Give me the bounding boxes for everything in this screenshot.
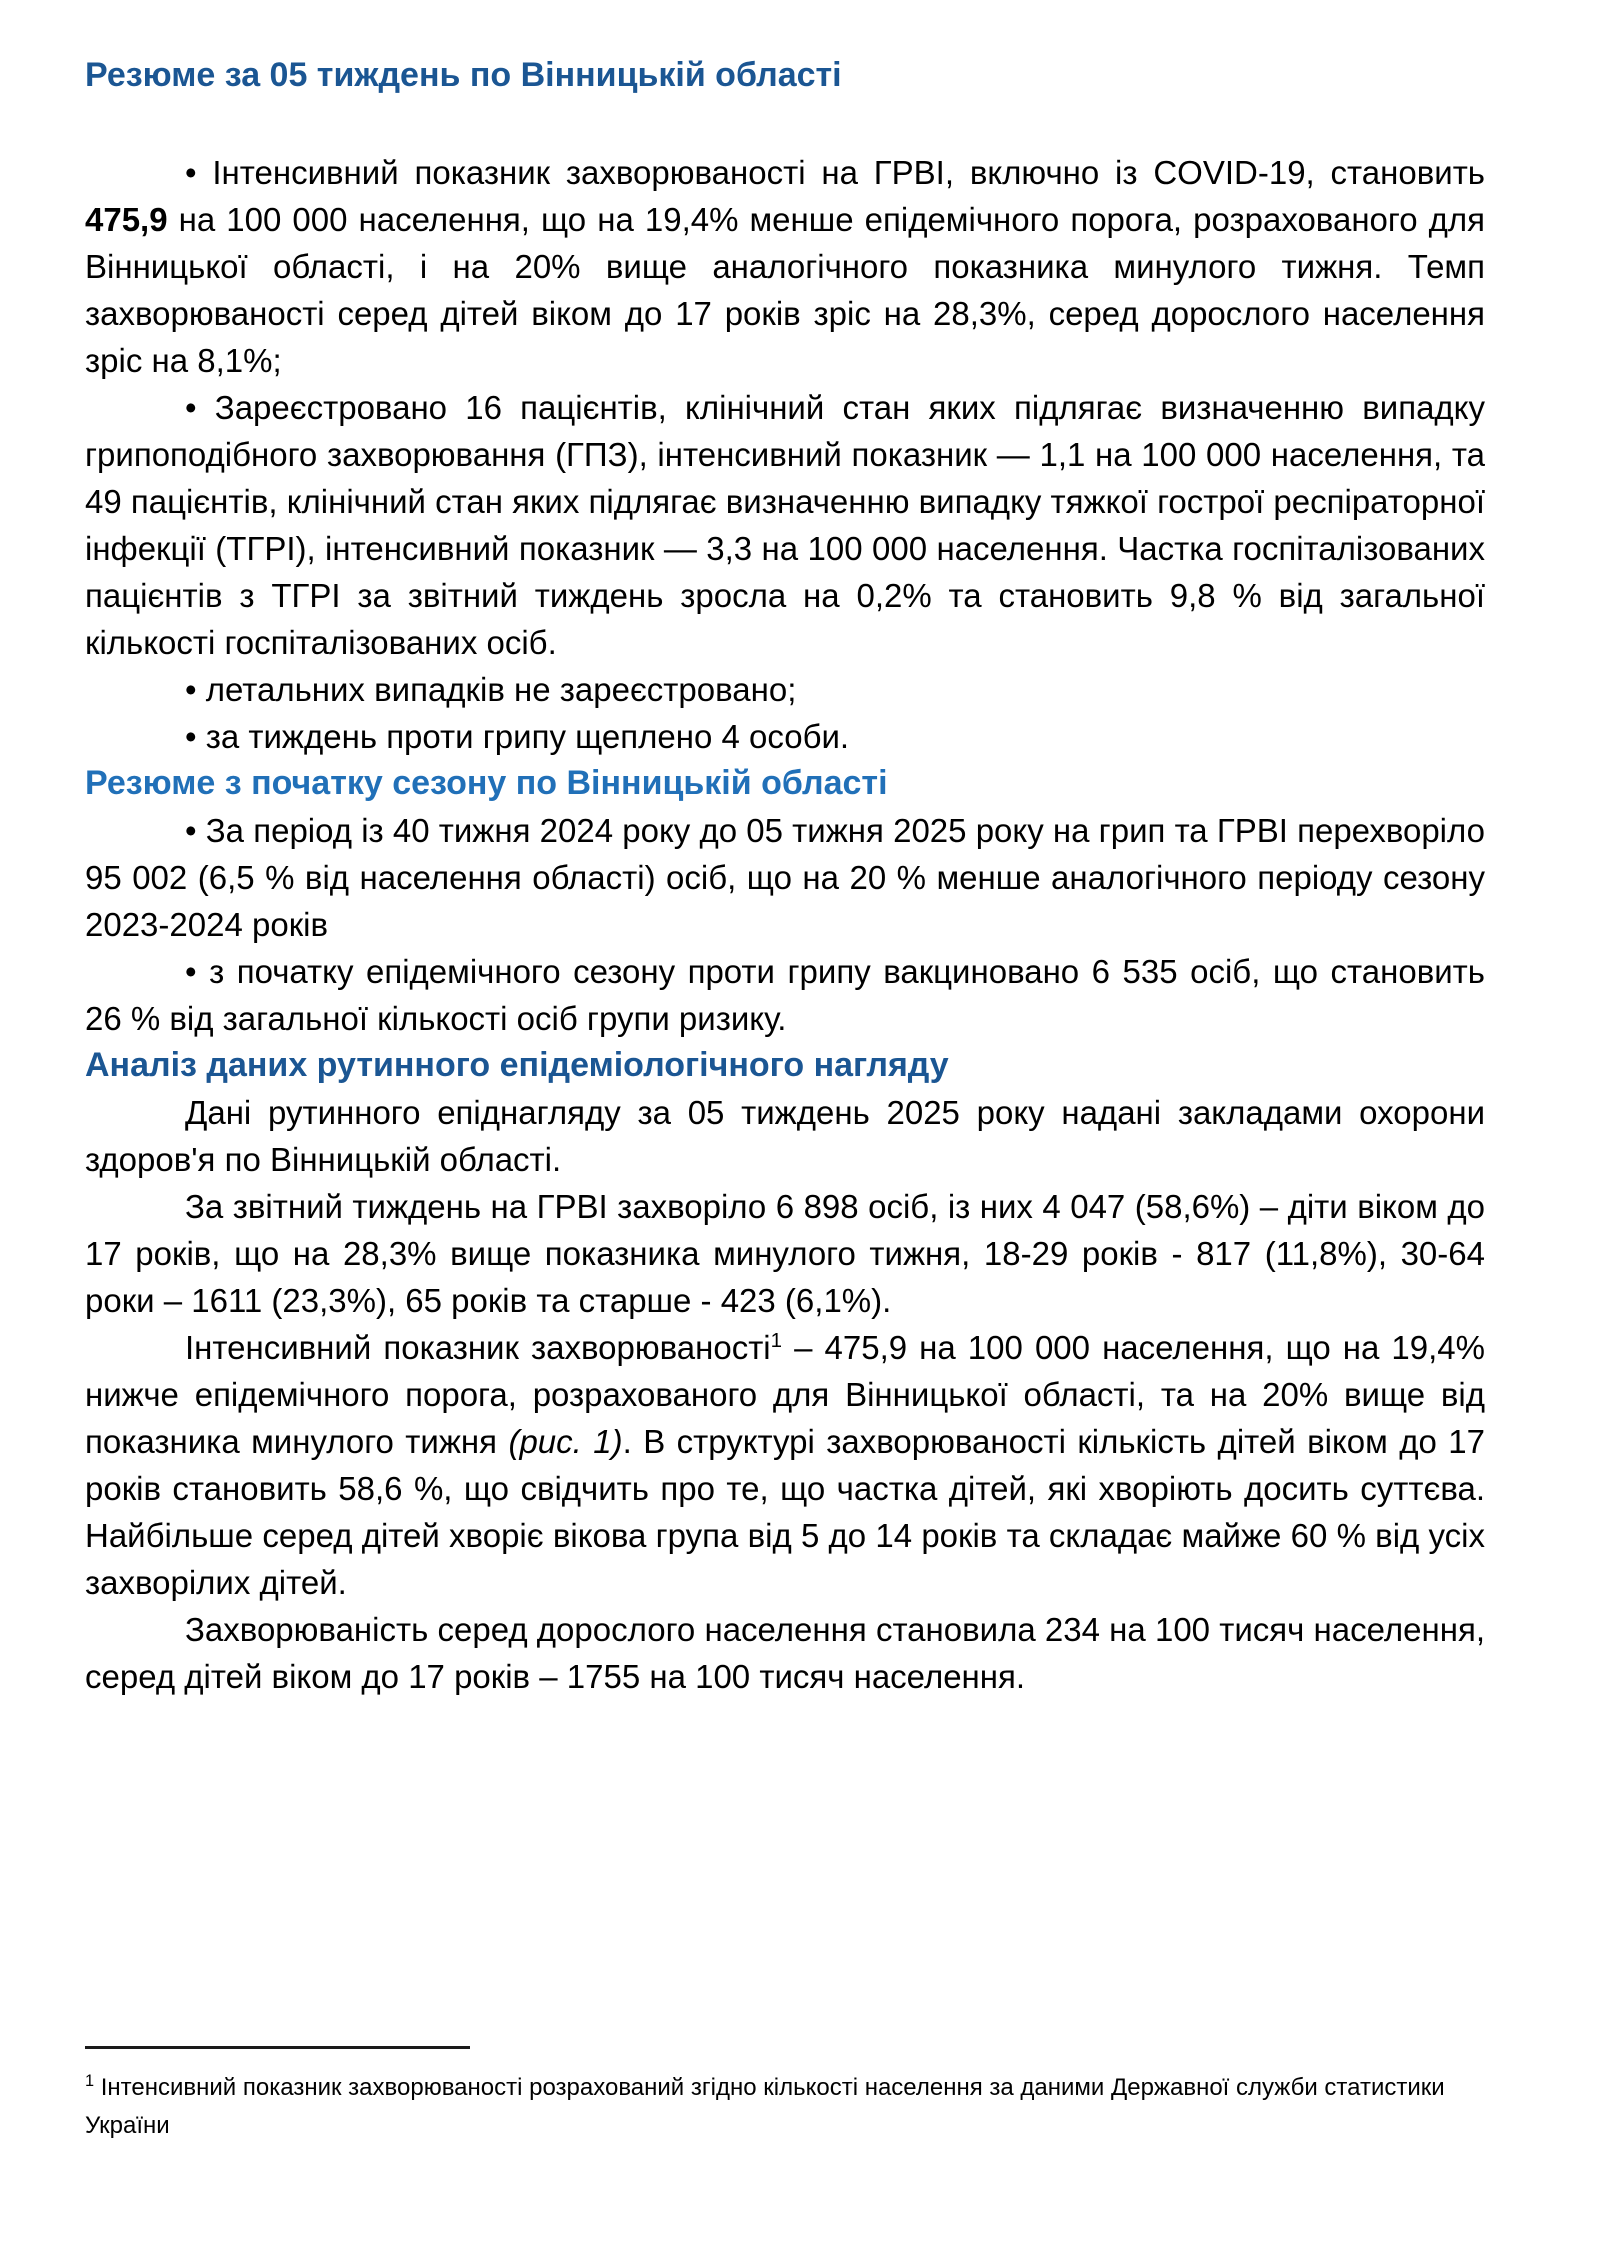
paragraph-adult-incidence: Захворюваність серед дорослого населення становила 234 на 100 тисяч населення, серед дітей віком до 17 років – 1755 на 100 тисяч населення.: [85, 1611, 1485, 1695]
paragraph-intensive-indicator: [85, 1324, 1485, 1606]
heading-season-summary: Резюме з початку сезону по Вінницькій області: [85, 764, 888, 802]
heading-week-summary: Резюме за 05 тиждень по Вінницькій області: [85, 56, 842, 94]
heading-routine-analysis: Аналіз даних рутинного епідеміологічного нагляду: [85, 1046, 949, 1084]
run-text: . В структурі захворюваності кількість дітей віком до 17 років становить 58,6 %, що свідчить про те, що частка дітей, які хворіють досить суттєва. Найбільше серед дітей хворіє вікова група від 5 до 14 років та складає майже 60 % від усіх захворілих дітей.: [85, 1423, 1485, 1601]
paragraph-incidence: [85, 149, 1485, 384]
footnote-reference-marker: 1: [770, 1329, 783, 1352]
run-text: на 100 000 населення, що на 19,4% менше епідемічного порога, розрахованого для Вінницької області, і на 20% вище аналогічного показника минулого тижня. Темп захворюваності серед дітей віком до 17 років зріс на 28,3%, серед дорослого населення зріс на 8,1%;: [85, 201, 1485, 379]
run-italic-figure-ref: (рис. 1): [508, 1423, 623, 1460]
paragraph-week-cases: За звітний тиждень на ГРВІ захворіло 6 898 осіб, із них 4 047 (58,6%) – діти віком до 17 років, що на 28,3% вище показника минулого тижня, 18-29 років - 817 (11,8%), 30-64 роки – 1611 (23,3%), 65 років та старше - 423 (6,1%).: [85, 1188, 1485, 1319]
paragraph-registered-cases: • Зареєстровано 16 пацієнтів, клінічний стан яких підлягає визначенню випадку грипоподібного захворювання (ГПЗ), інтенсивний показник — 1,1 на 100 000 населення, та 49 пацієнтів, клінічний стан яких підлягає визначенню випадку тяжкої гострої респіраторної інфекції (ТГРІ), інтенсивний показник — 3,3 на 100 000 населення. Частка госпіталізованих пацієнтів з ТГРІ за звітний тиждень зросла на 0,2% та становить 9,8 % від загальної кількості госпіталізованих осіб.: [85, 389, 1486, 661]
paragraph-routine-data: Дані рутинного епіднагляду за 05 тиждень 2025 року надані закладами охорони здоров'я по Вінницькій області.: [85, 1094, 1485, 1178]
bullet-lethal-cases: • летальних випадків не зареєстровано;: [185, 671, 797, 708]
run-text: Інтенсивний показник захворюваності: [185, 1329, 771, 1366]
paragraph-season-vaccinated: • з початку епідемічного сезону проти грипу вакциновано 6 535 осіб, що становить 26 % від загальної кількості осіб групи ризику.: [85, 953, 1485, 1037]
footnote-marker: 1: [85, 2072, 95, 2090]
run-text: • Інтенсивний показник захворюваності на ГРВІ, включно із COVID-19, становить: [185, 154, 1485, 191]
run-text: Інтенсивний показник захворюваності розрахований згідно кількості населення за даними Державної служби статистики України: [85, 2074, 1445, 2139]
bullet-vaccinated-week: • за тиждень проти грипу щеплено 4 особи.: [185, 718, 850, 755]
paragraph-season-total: • За період із 40 тижня 2024 року до 05 тижня 2025 року на грип та ГРВІ перехворіло 95 002 (6,5 % від населення області) осіб, що на 20 % менше аналогічного періоду сезону 2023-2024 років: [85, 812, 1485, 943]
footnote-block: [85, 2046, 1485, 2145]
run-bold-incidence-value: 475,9: [85, 201, 168, 238]
document-content: [85, 52, 1485, 1700]
footnote-separator-line: [85, 2046, 470, 2049]
footnote-text: [85, 2069, 1485, 2145]
run-text: – 475,9 на 100 000 населення, що на 19,4% нижче епідемічного порога, розрахованого для Вінницької області, та на 20% вище від показника минулого тижня: [85, 1329, 1485, 1460]
